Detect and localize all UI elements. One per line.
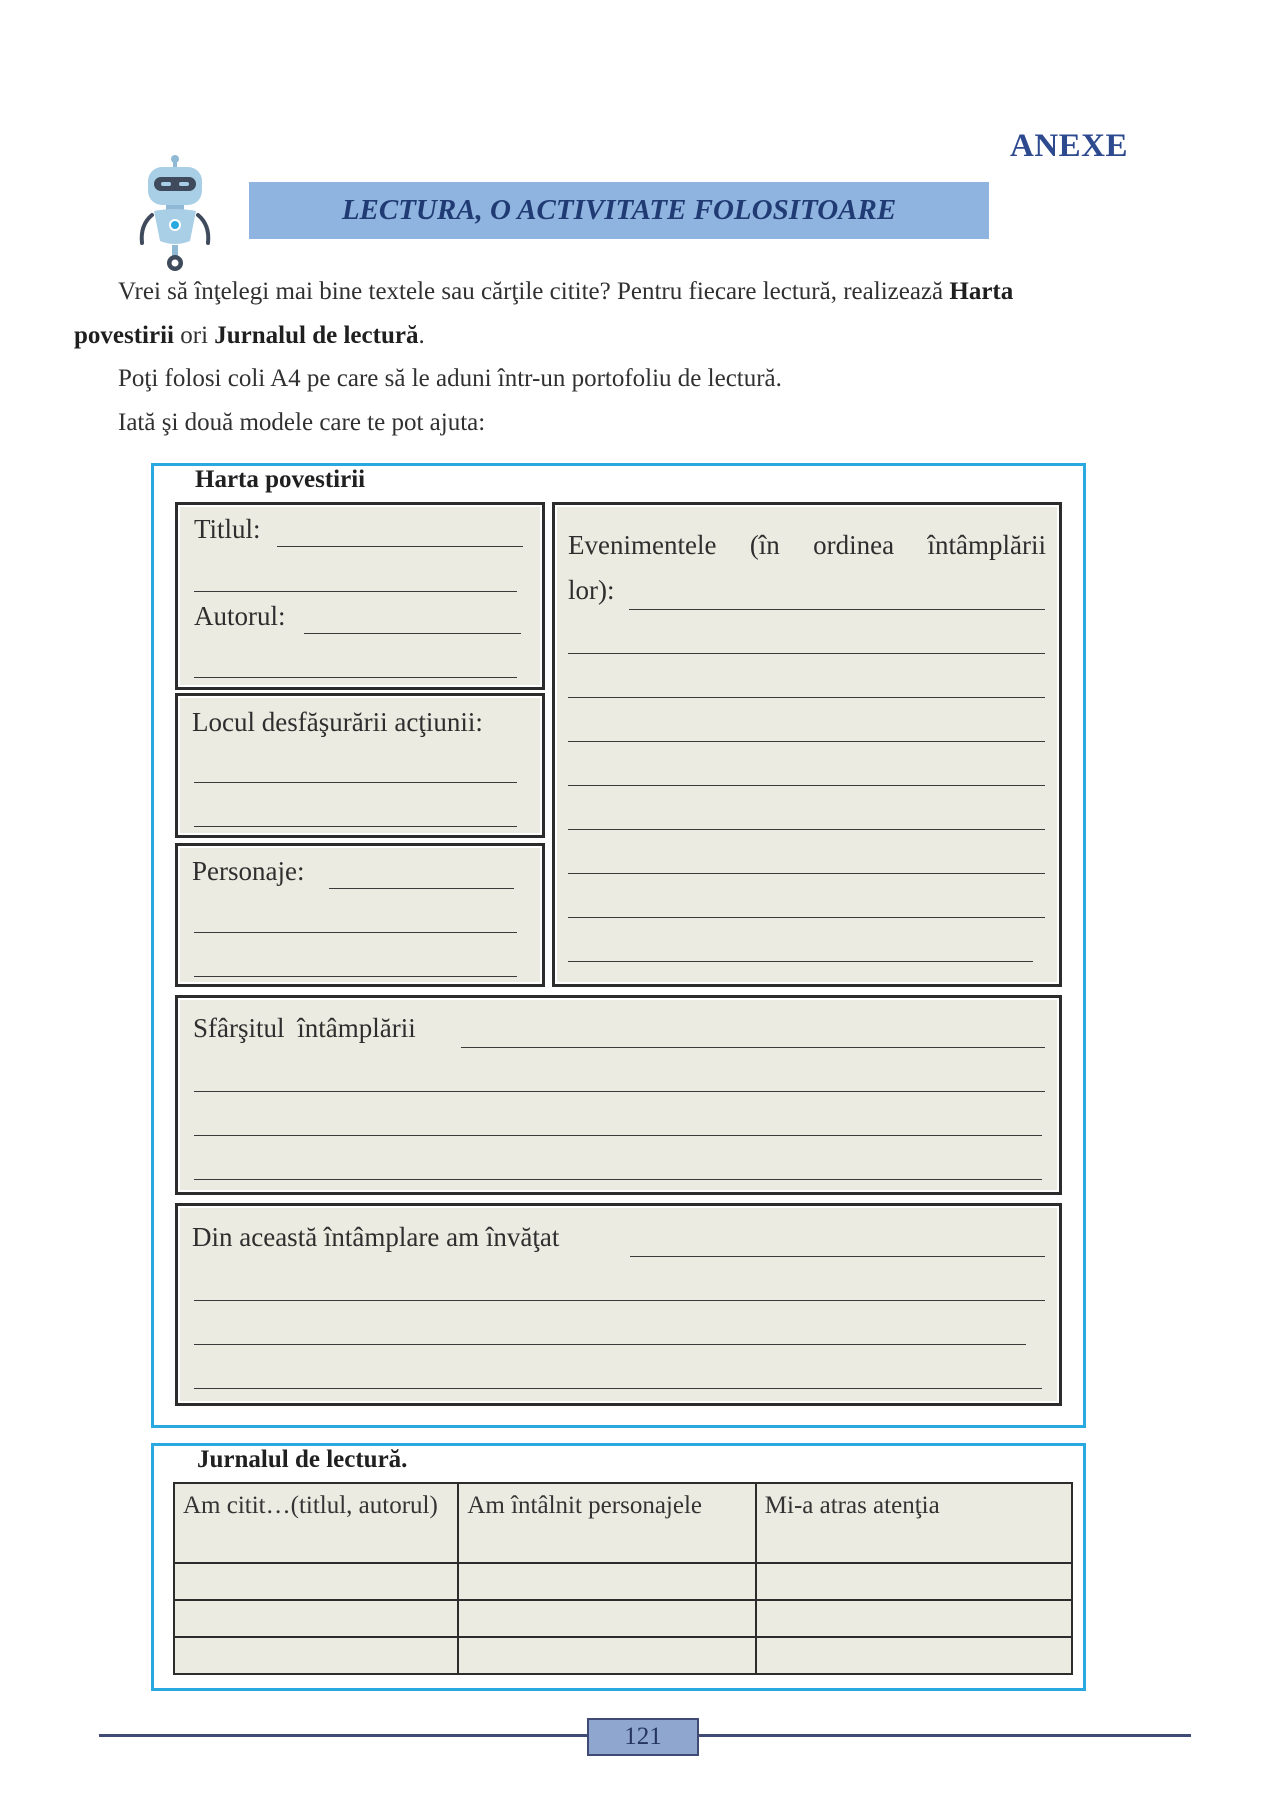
characters-line[interactable] [194, 976, 517, 977]
lesson-line[interactable] [194, 1300, 1045, 1301]
lesson-label: Din această întâmplare am învăţat [192, 1222, 560, 1252]
events-line[interactable] [568, 697, 1045, 698]
lesson-line[interactable] [630, 1256, 1045, 1257]
intro-paragraph-3: Iată şi două modele care te pot ajuta: [118, 409, 486, 436]
events-line[interactable] [568, 829, 1045, 830]
intro-text: ori [174, 322, 215, 349]
table-cell[interactable] [458, 1563, 755, 1600]
page-number: 121 [587, 1718, 699, 1756]
column-header-attention: Mi-a atras atenţia [756, 1483, 1072, 1563]
title-banner [249, 182, 989, 239]
place-line[interactable] [194, 826, 517, 827]
intro-text: Vrei să înţelegi mai bine textele sau cărţile citite? Pentru fiecare lectură, realizează [118, 278, 950, 305]
characters-line[interactable] [194, 932, 517, 933]
title-label: Titlul: [194, 514, 261, 544]
table-cell[interactable] [756, 1600, 1072, 1637]
place-line[interactable] [194, 782, 517, 783]
intro-bold-harta: Harta [949, 278, 1014, 305]
events-label: Evenimentele (în ordinea întâmplării [568, 530, 1046, 560]
intro-bold-povestirii: povestirii [74, 322, 174, 349]
table-cell[interactable] [756, 1637, 1072, 1674]
events-line[interactable] [568, 653, 1045, 654]
characters-label: Personaje: [192, 856, 305, 886]
title-line[interactable] [277, 546, 523, 547]
lesson-line[interactable] [194, 1388, 1042, 1389]
ending-line[interactable] [461, 1047, 1045, 1048]
events-line[interactable] [568, 917, 1045, 918]
table-cell[interactable] [756, 1563, 1072, 1600]
place-label: Locul desfăşurării acţiunii: [192, 707, 483, 737]
ending-label: Sfârşitul întâmplării [193, 1013, 416, 1043]
table-cell[interactable] [174, 1600, 458, 1637]
author-line[interactable] [304, 633, 521, 634]
reading-journal-table [173, 1482, 1073, 1675]
title-line[interactable] [194, 591, 517, 592]
intro-bold-jurnal: Jurnalul de lectură [214, 322, 419, 349]
author-label: Autorul: [194, 601, 286, 631]
events-line[interactable] [568, 741, 1045, 742]
robot-icon [132, 153, 218, 273]
events-line[interactable] [629, 609, 1045, 610]
characters-line[interactable] [329, 888, 514, 889]
events-line[interactable] [568, 785, 1045, 786]
table-cell[interactable] [174, 1637, 458, 1674]
table-cell[interactable] [174, 1563, 458, 1600]
intro-line-1 [118, 270, 1148, 314]
events-box [552, 502, 1062, 987]
events-line[interactable] [568, 961, 1033, 962]
column-header-characters: Am întâlnit personajele [458, 1483, 755, 1563]
ending-line[interactable] [194, 1091, 1045, 1092]
table-cell[interactable] [458, 1637, 755, 1674]
column-header-read: Am citit…(titlul, autorul) [174, 1483, 458, 1563]
table-header-row [174, 1483, 1072, 1563]
table-row [174, 1563, 1072, 1600]
banner-title: LECTURA, O ACTIVITATE FOLOSITOARE [341, 194, 897, 226]
author-line[interactable] [194, 677, 517, 678]
events-label-cont: lor): [568, 575, 615, 605]
section-title: ANEXE [1010, 128, 1129, 164]
ending-line[interactable] [194, 1135, 1042, 1136]
intro-line-2 [74, 314, 1134, 358]
intro-text: . [418, 322, 425, 349]
table-row [174, 1637, 1072, 1674]
lesson-line[interactable] [194, 1344, 1026, 1345]
events-line[interactable] [568, 873, 1045, 874]
table-row [174, 1600, 1072, 1637]
intro-paragraph-2: Poţi folosi coli A4 pe care să le aduni într-un portofoliu de lectură. [118, 365, 782, 392]
story-map-heading: Harta povestirii [195, 466, 366, 493]
table-cell[interactable] [458, 1600, 755, 1637]
ending-line[interactable] [194, 1179, 1042, 1180]
reading-journal-heading: Jurnalul de lectură. [197, 1446, 408, 1473]
